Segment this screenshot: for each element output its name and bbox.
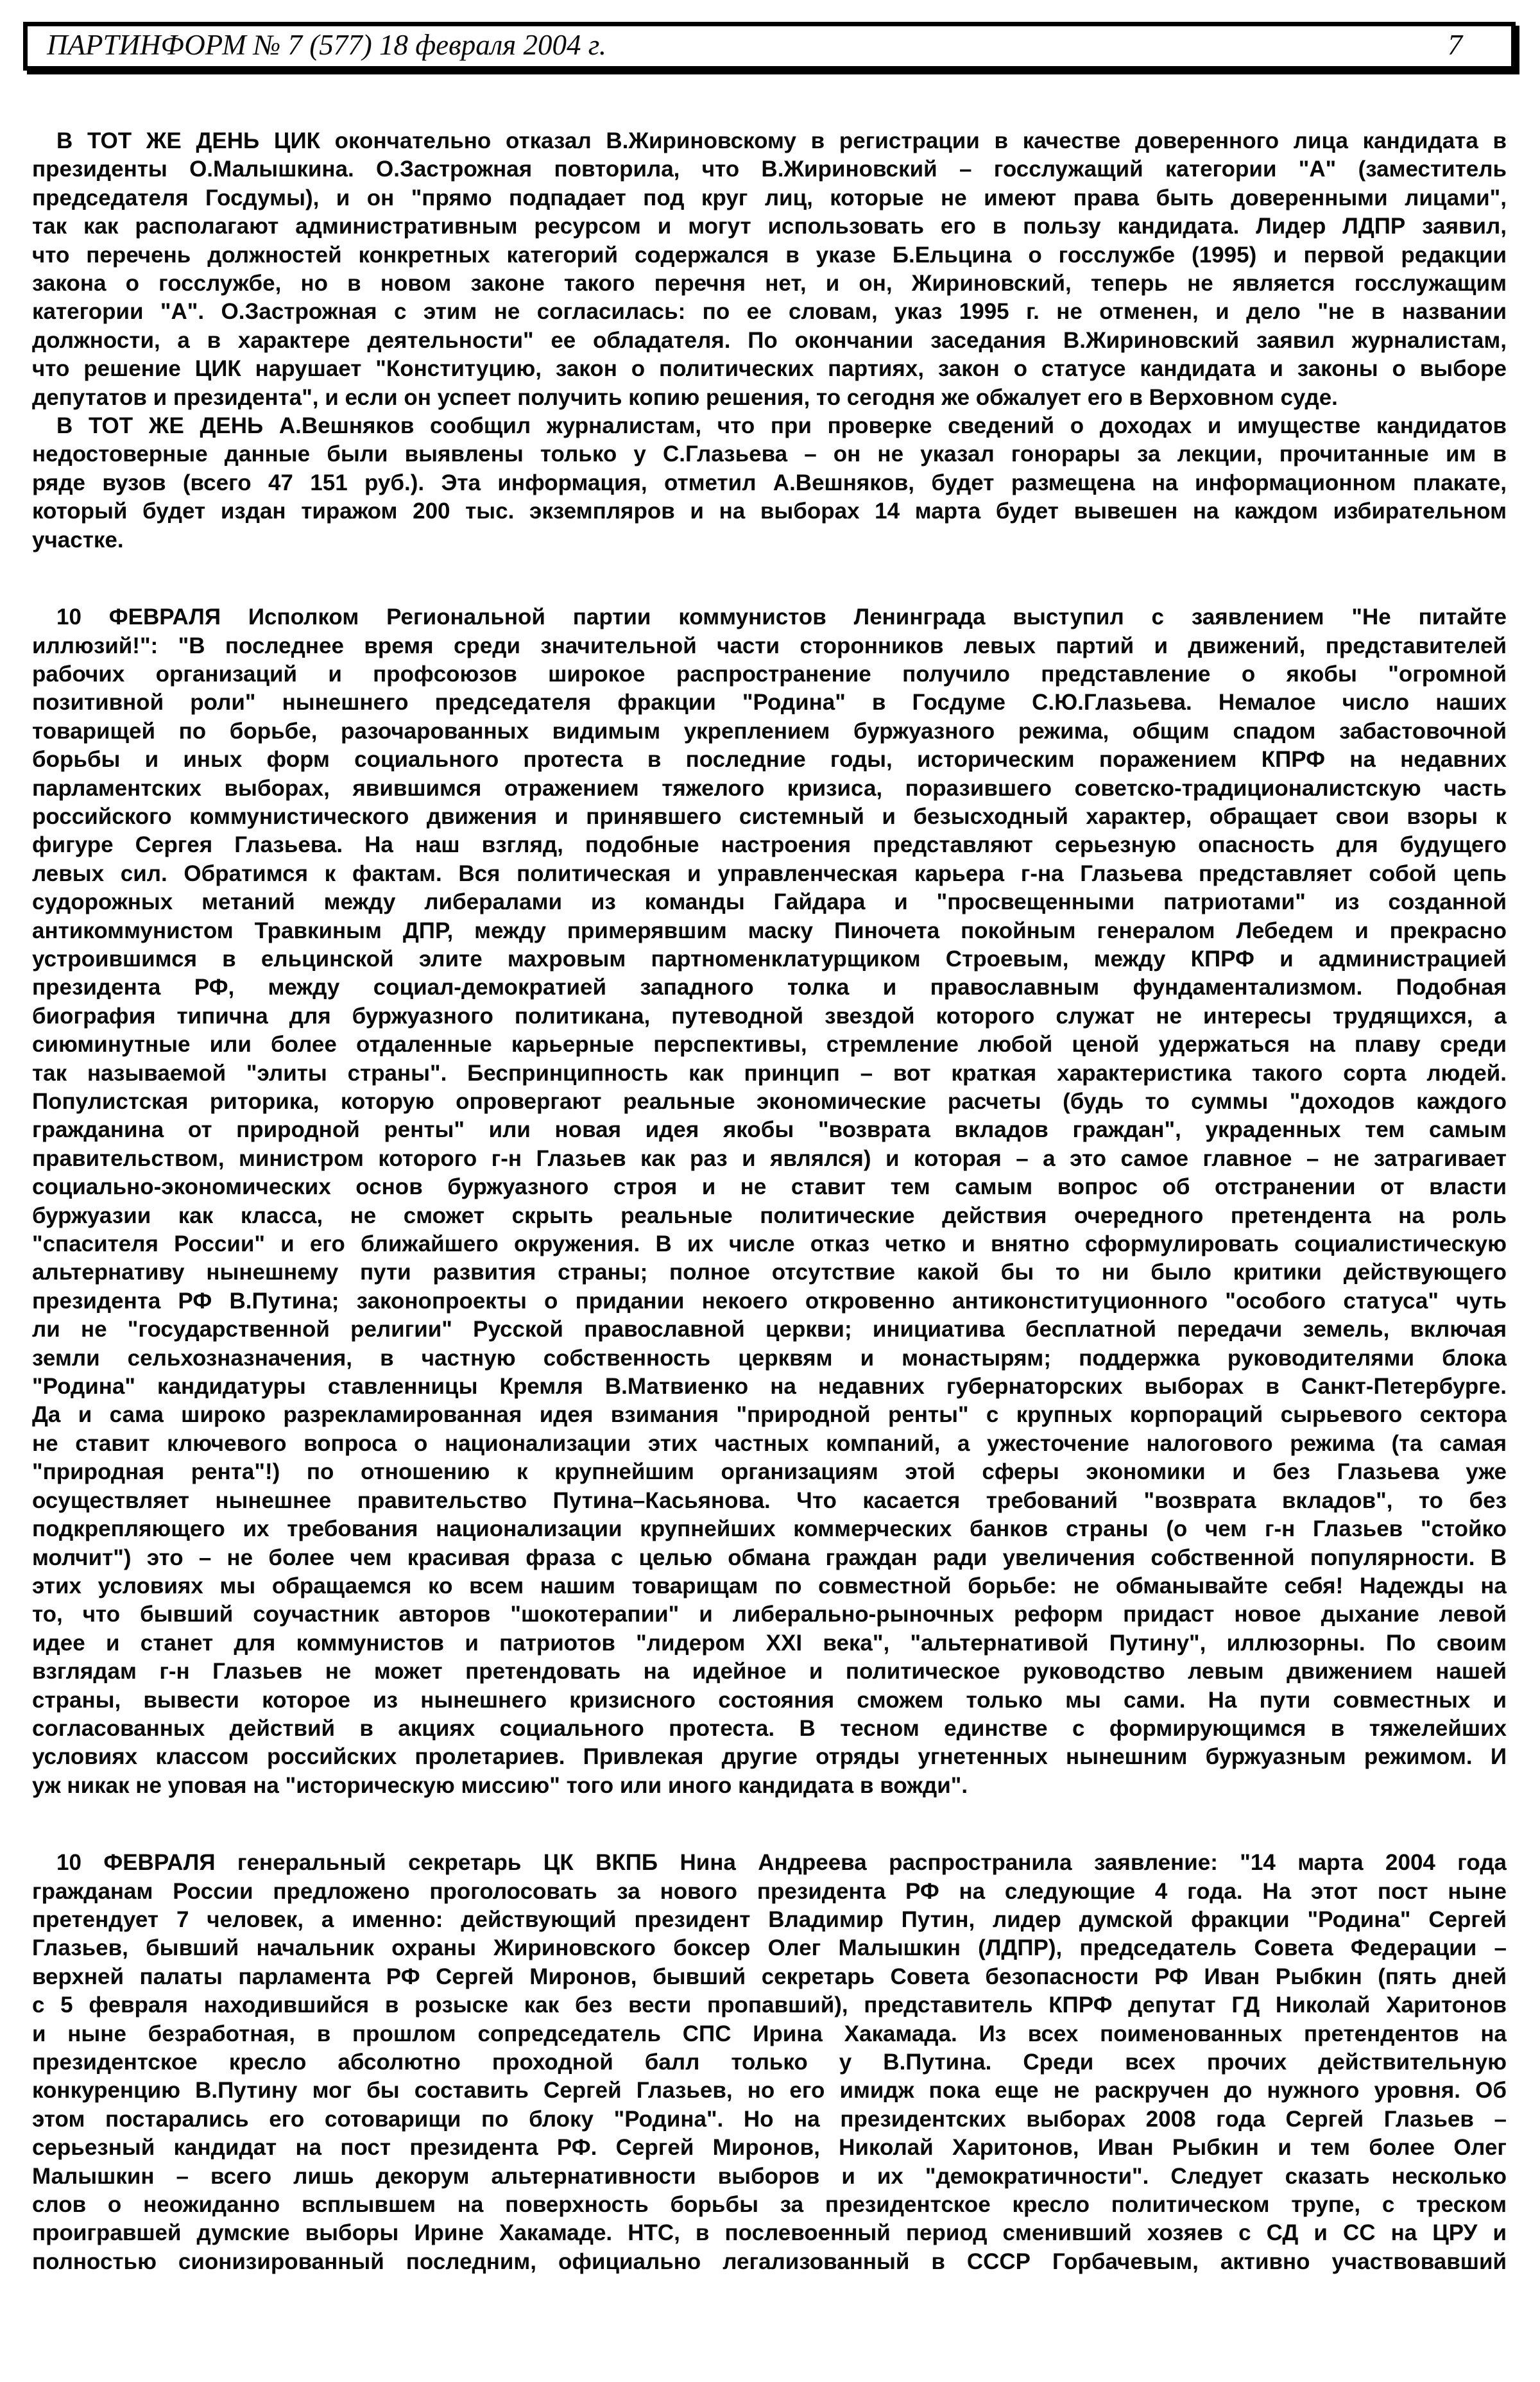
text-line: полностью сионизированный последним, официально легализованный в СССР Горбачевым, активно участвовавший <box>32 2249 1507 2274</box>
text-line: Да и сама широко разрекламированная идея взимания "природной ренты" с крупных корпораций сырьевого сектора <box>32 1402 1507 1428</box>
text-line: рабочих организаций и профсоюзов широкое распространение получило представление о якобы "огромной <box>32 661 1507 687</box>
text-line: то, что бывший соучастник авторов "шокотерапии" и либерально-рыночных реформ придаст новое дыхание левой <box>32 1602 1507 1627</box>
text-line: ряде вузов (всего 47 151 руб.). Эта информация, отметил А.Вешняков, будет размещена на информационном плакате, <box>32 470 1507 495</box>
text-line: "природная рента"!) по отношению к крупнейшим организациям этой сферы экономики и без Глазьева уже <box>32 1459 1507 1485</box>
text-line: 10 ФЕВРАЛЯ Исполком Региональной партии коммунистов Ленинграда выступил с заявлением "Не питайте <box>56 604 1507 630</box>
text-line: российского коммунистического движения и принявшего системный и безысходный характер, обращает свои взоры к <box>32 803 1507 829</box>
text-line: участке. <box>32 527 124 553</box>
text-line: взглядам г-н Глазьев не может претендовать на идейное и политическое руководство левым движением нашей <box>32 1659 1507 1684</box>
masthead <box>23 22 1516 71</box>
text-line: молчит") это – не более чем красивая фраза с целью обмана граждан ради увеличения собственной популярности. В <box>32 1545 1507 1570</box>
text-line: буржуазии как класса, не сможет скрыть реальные политические действия очередного претендента на роль <box>32 1203 1507 1228</box>
text-line: конкуренцию В.Путину мог бы составить Сергей Глазьев, но его имидж пока еще не раскручен до нужного уровня. Об <box>32 2078 1507 2104</box>
text-line: осуществляет нынешнее правительство Путина–Касьянова. Что касается требований "возврата вкладов", то без <box>32 1487 1507 1513</box>
text-line: этих условиях мы обращаемся ко всем нашим товарищам по совместной борьбе: не обманывайте себя! Надежды на <box>32 1573 1507 1598</box>
text-line: президента РФ, между социал-демократией западного толка и православным фундаментализмом. Подобная <box>32 975 1507 1000</box>
text-line: альтернативу нынешнему пути развития страны; полное отсутствие какой бы то ни было критики действующего <box>32 1260 1507 1285</box>
text-line: "спасителя России" и его ближайшего окружения. В их числе отказ четко и внятно сформулировать социалистическую <box>32 1231 1507 1257</box>
text-line: фигуре Сергея Глазьева. На наш взгляд, подобные настроения представляют серьезную опасность для будущего <box>32 832 1507 858</box>
article-body <box>32 127 1507 2276</box>
text-line: проигравшей думские выборы Ирине Хакамаде. НТС, в послевоенный период сменивший хозяев с СД и СС на ЦРУ и <box>32 2220 1507 2246</box>
text-line: что перечень должностей конкретных категорий содержался в указе Б.Ельцина о госслужбе (1995) и первой редакции <box>32 242 1507 268</box>
text-line: Малышкин – всего лишь декорум альтернативности выборов и их "демократичности". Следует сказать несколько <box>32 2163 1507 2189</box>
text-line: так как располагают административным ресурсом и могут использовать его в пользу кандидата. Лидер ЛДПР заявил, <box>32 214 1507 239</box>
text-line: который будет издан тиражом 200 тыс. экземпляров и на выборах 14 марта будет вывешен на каждом избирательном <box>32 499 1507 524</box>
text-line: подкрепляющего их требования национализации крупнейших коммерческих банков страны (о чем г-н Глазьев "стойко <box>32 1516 1507 1542</box>
page-number: 7 <box>1448 28 1462 61</box>
text-line: председателя Госдумы), и он "прямо подпадает под круг лиц, которые не имеют права быть доверенными лицами", <box>32 185 1507 210</box>
text-line: серьезный кандидат на пост президента РФ. Сергей Миронов, Николай Харитонов, Иван Рыбкин и тем более Олег <box>32 2135 1507 2161</box>
newsletter-title: ПАРТИНФОРМ № 7 (577) 18 февраля 2004 г. <box>47 28 606 61</box>
text-line: этом постарались его сотоварищи по блоку "Родина". Но на президентских выборах 2008 года Сергей Глазьев – <box>32 2106 1507 2132</box>
text-line: президенты О.Малышкина. О.Застрожная повторила, что В.Жириновский – госслужащий категории "А" (заместитель <box>32 157 1507 182</box>
text-line: "Родина" кандидатуры ставленницы Кремля В.Матвиенко на недавних губернаторских выборах в Санкт-Петербурге. <box>32 1374 1507 1400</box>
text-line: закона о госслужбе, но в новом законе такого перечня нет, и он, Жириновский, теперь не является госслужащим <box>32 271 1507 296</box>
text-line: категории "А". О.Застрожная с этим не согласилась: по ее словам, указ 1995 г. не отменен, и дело "не в названии <box>32 299 1507 325</box>
text-line: слов о неожиданно всплывшем на поверхность борьбы за президентское кресло политическом трупе, с треском <box>32 2192 1507 2218</box>
text-line: и ныне безработная, в прошлом сопредседатель СПС Ирина Хакамада. Из всех поименованных претендентов на <box>32 2021 1507 2046</box>
paragraph <box>32 412 1507 554</box>
text-line: претендует 7 человек, а именно: действующий президент Владимир Путин, лидер думской фракции "Родина" Сергей <box>32 1906 1507 1932</box>
text-line: правительством, министром которого г-н Глазьев как раз и являлся) и которая – а это самое главное – не затрагивает <box>32 1145 1507 1171</box>
paragraph <box>32 1849 1507 2276</box>
text-line: гражданина от природной ренты" или новая идея якобы "возврата вкладов граждан", украденных тем самым <box>32 1117 1507 1143</box>
paragraph <box>32 127 1507 412</box>
text-line: что решение ЦИК нарушает "Конституцию, закон о политических партиях, закон о статусе кандидата и законы о выборе <box>32 356 1507 382</box>
text-line: парламентских выборах, явившимся отражением тяжелого кризиса, поразившего советско-традиционалистскую часть <box>32 775 1507 801</box>
text-line: с 5 февраля находившийся в розыске как без вести пропавший), представитель КПРФ депутат ГД Николай Харитонов <box>32 1992 1507 2018</box>
text-line: В ТОТ ЖЕ ДЕНЬ А.Вешняков сообщил журналистам, что при проверке сведений о доходах и имуществе кандидатов <box>56 413 1507 439</box>
text-line: иллюзий!": "В последнее время среди значительной части сторонников левых партий и движений, представителей <box>32 633 1507 658</box>
text-line: В ТОТ ЖЕ ДЕНЬ ЦИК окончательно отказал В.Жириновскому в регистрации в качестве доверенного лица кандидата в <box>56 128 1507 153</box>
text-line: должности, а в характере деятельности" ее обладателя. По окончании заседания В.Жириновский заявил журналистам, <box>32 327 1507 353</box>
text-line: земли сельхозназначения, в частную собственность церквям и монастырям; поддержка руководителями блока <box>32 1345 1507 1371</box>
text-line: условиях классом российских пролетариев. Привлекая другие отряды угнетенных нынешним буржуазным режимом. И <box>32 1744 1507 1770</box>
text-line: позитивной роли" нынешнего председателя фракции "Родина" в Госдуме С.Ю.Глазьева. Немалое число наших <box>32 690 1507 715</box>
text-line: левых сил. Обратимся к фактам. Вся политическая и управленческая карьера г-на Глазьева представляет собой цепь <box>32 861 1507 886</box>
text-line: товарищей по борьбе, разочарованных видимым укреплением буржуазного режима, общим спадом забастовочной <box>32 718 1507 744</box>
text-line: уж никак не уповая на "историческую миссию" того или иного кандидата в вожди". <box>32 1772 968 1798</box>
text-line: так называемой "элиты страны". Беспринципность как принцип – вот краткая характеристика такого сорта людей. <box>32 1060 1507 1086</box>
text-line: идее и станет для коммунистов и патриотов "лидером XXI века", "альтернативой Путину", иллюзорны. По своим <box>32 1630 1507 1656</box>
text-line: судорожных метаний между либералами из команды Гайдара и "просвещенными патриотами" из созданной <box>32 889 1507 915</box>
text-line: устроившимся в ельцинской элите махровым партноменклатурщиком Строевым, между КПРФ и администрацией <box>32 946 1507 972</box>
text-line: социально-экономических основ буржуазного строя и не ставит тем самым вопрос об отстранении от власти <box>32 1174 1507 1200</box>
text-line: согласованных действий в акциях социального протеста. В тесном единстве с формирующимся в тяжелейших <box>32 1715 1507 1741</box>
text-line: биография типична для буржуазного политикана, путеводной звездой которого служат не интересы трудящихся, а <box>32 1003 1507 1029</box>
text-line: сиюминутные или более отдаленные карьерные перспективы, стремление любой ценой удержаться на плаву среди <box>32 1032 1507 1058</box>
text-line: депутатов и президента", и если он успеет получить копию решения, то сегодня же обжалует его в Верховном суде. <box>32 384 1338 410</box>
text-line: 10 ФЕВРАЛЯ генеральный секретарь ЦК ВКПБ Нина Андреева распространила заявление: "14 марта 2004 года <box>56 1850 1507 1876</box>
text-line: Глазьев, бывший начальник охраны Жириновского боксер Олег Малышкин (ЛДПР), председатель Совета Федерации – <box>32 1935 1507 1961</box>
text-line: борьбы и иных форм социального протеста в последние годы, историческим поражением КПРФ на недавних <box>32 747 1507 773</box>
paragraph <box>32 603 1507 1800</box>
text-line: не ставит ключевого вопроса о национализации этих частных компаний, а ужесточение налогового режима (та самая <box>32 1430 1507 1456</box>
text-line: президента РФ В.Путина; законопроекты о придании некоего откровенно антиконституционного "особого статуса" чуть <box>32 1288 1507 1314</box>
text-line: страны, вывести которое из нынешнего кризисного состояния сможем только мы сами. На пути совместных и <box>32 1687 1507 1713</box>
text-line: гражданам России предложено проголосовать за нового президента РФ на следующие 4 года. На этот пост ныне <box>32 1878 1507 1904</box>
text-line: антикоммунистом Травкиным ДПР, между примерявшим маску Пиночета покойным генералом Лебедем и прекрасно <box>32 918 1507 943</box>
text-line: ли не "государственной религии" Русской православной церкви; инициатива бесплатной передачи земель, включая <box>32 1317 1507 1342</box>
text-line: недостоверные данные были выявлены только у С.Глазьева – он не указал гонорары за лекции, прочитанные им в <box>32 441 1507 467</box>
text-line: президентское кресло абсолютно проходной балл только у В.Путина. Среди всех прочих действительную <box>32 2050 1507 2075</box>
text-line: Популистская риторика, которую опровергают реальные экономические расчеты (будь то суммы "доходов каждого <box>32 1089 1507 1114</box>
text-line: верхней палаты парламента РФ Сергей Миронов, бывший секретарь Совета безопасности РФ Иван Рыбкин (пять дней <box>32 1964 1507 1989</box>
